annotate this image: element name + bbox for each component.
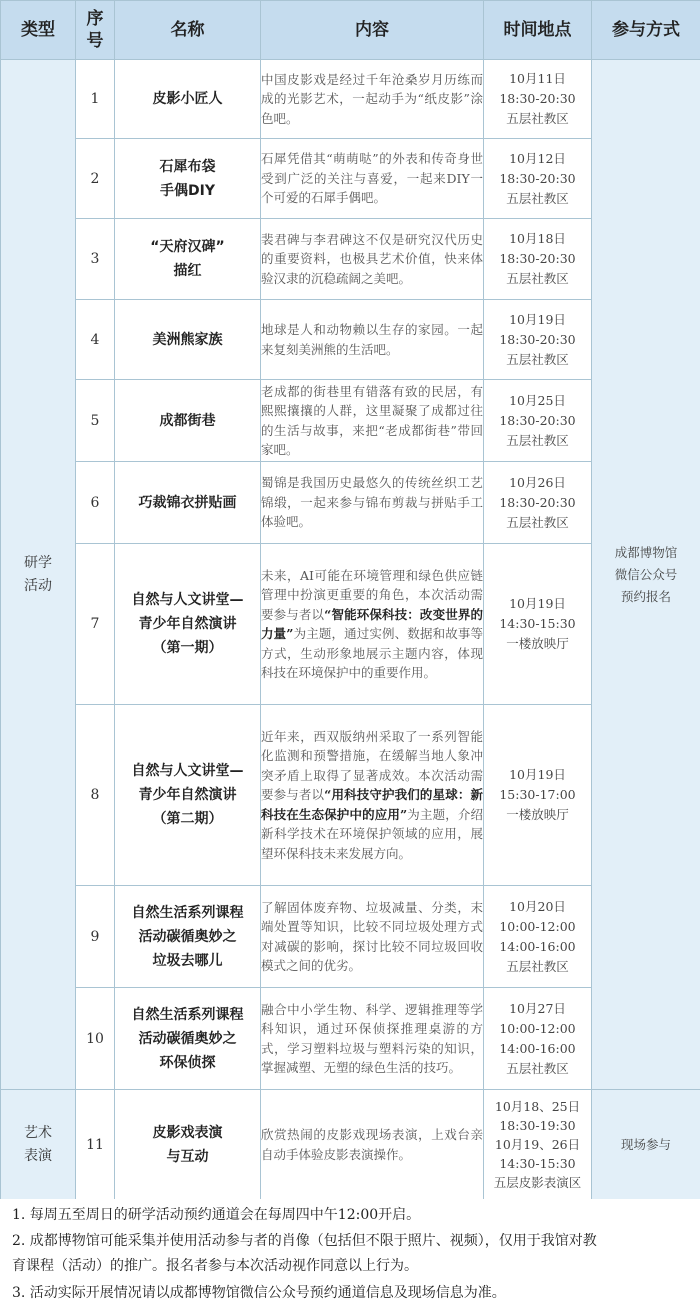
- footnote-1: 1. 每周五至周日的研学活动预约通道会在每周四中午12:00开启。: [12, 1207, 421, 1223]
- row-number: 11: [76, 1090, 115, 1200]
- header-time-place: 时间地点: [484, 1, 592, 60]
- footnote-2: 2. 成都博物馆可能采集并使用活动参与者的肖像（包括但不限于照片、视频），仅用于我馆对教: [12, 1233, 597, 1249]
- activity-content: 了解固体废弃物、垃圾减量、分类，末端处置等知识，比较不同垃圾处理方式对减碳的影响，探讨比较不同垃圾回收模式之间的优劣。: [261, 886, 484, 988]
- activity-content: 石犀凭借其“萌萌哒”的外表和传奇身世受到广泛的关注与喜爱，一起来DIY一个可爱的石犀手偶吧。: [261, 139, 484, 219]
- activity-time-place: 10月19日 18:30-20:30 五层社教区: [484, 300, 592, 380]
- activity-time-place: 10月11日 18:30-20:30 五层社教区: [484, 60, 592, 139]
- method-wechat-reservation: 成都博物馆 微信公众号 预约报名: [592, 60, 700, 1090]
- activity-time-place: 10月12日 18:30-20:30 五层社教区: [484, 139, 592, 219]
- activity-time-place: 10月18、25日 18:30-19:30 10月19、26日 14:30-15:30 五层皮影表演区: [484, 1090, 592, 1200]
- activity-time-place: 10月27日 10:00-12:00 14:00-16:00 五层社教区: [484, 988, 592, 1090]
- activity-name: 美洲熊家族: [115, 300, 261, 380]
- activity-content: 中国皮影戏是经过千年沧桑岁月历练而成的光影艺术，一起动手为“纸皮影”涂色吧。: [261, 60, 484, 139]
- header-type: 类型: [1, 1, 76, 60]
- row-number: 4: [76, 300, 115, 380]
- activity-time-place: 10月25日 18:30-20:30 五层社教区: [484, 380, 592, 462]
- row-number: 2: [76, 139, 115, 219]
- activity-name: 皮影小匠人: [115, 60, 261, 139]
- header-content: 内容: [261, 1, 484, 60]
- activity-name: 自然生活系列课程 活动碳循奥妙之 环保侦探: [115, 988, 261, 1090]
- theme-highlight: “智能环保科技：改变世界的力量”: [261, 606, 483, 641]
- activity-time-place: 10月19日 14:30-15:30 一楼放映厅: [484, 544, 592, 705]
- header-method: 参与方式: [592, 1, 700, 60]
- activity-content: 融合中小学生物、科学、逻辑推理等学科知识，通过环保侦探推理桌游的方式，学习塑料垃圾与塑料污染的知识，掌握减塑、无塑的绿色生活的技巧。: [261, 988, 484, 1090]
- activity-name: “天府汉碑” 描红: [115, 219, 261, 300]
- row-number: 5: [76, 380, 115, 462]
- activity-content: 欣赏热闹的皮影戏现场表演，上戏台亲自动手体验皮影表演操作。: [261, 1090, 484, 1200]
- header-seq: 序 号: [76, 1, 115, 60]
- activity-name: 自然与人文讲堂— 青少年自然演讲 （第一期）: [115, 544, 261, 705]
- row-number: 10: [76, 988, 115, 1090]
- activity-content: 裴君碑与李君碑这不仅是研究汉代历史的重要资料，也极具艺术价值，快来体验汉隶的沉稳疏阔之美吧。: [261, 219, 484, 300]
- activity-name: 成都街巷: [115, 380, 261, 462]
- type-research-activity: 研学 活动: [1, 60, 76, 1090]
- activity-content: 老成都的街巷里有错落有致的民居，有熙熙攘攘的人群，这里凝聚了成都过往的生活与故事，来把“老成都街巷”带回家吧。: [261, 380, 484, 462]
- footnotes: [0, 1199, 700, 1311]
- activity-name: 自然生活系列课程 活动碳循奥妙之 垃圾去哪儿: [115, 886, 261, 988]
- table-header-row: [1, 1, 700, 60]
- activity-content: 蜀锦是我国历史最悠久的传统丝织工艺锦缎，一起来参与锦布剪裁与拼贴手工体验吧。: [261, 462, 484, 544]
- row-number: 6: [76, 462, 115, 544]
- activity-time-place: 10月19日 15:30-17:00 一楼放映厅: [484, 705, 592, 886]
- activity-content: 近年来，西双版纳州采取了一系列智能化监测和预警措施，在缓解当地人象冲突矛盾上取得了显著成效。本次活动需要参与者以“用科技守护我们的星球：新科技在生态保护中的应用”为主题，介绍新科学技术在环境保护领域的应用，展望环保科技未来发展方向。: [261, 705, 484, 886]
- table-row: [1, 60, 700, 139]
- method-on-site: 现场参与: [592, 1090, 700, 1200]
- activity-name: 自然与人文讲堂— 青少年自然演讲 （第二期）: [115, 705, 261, 886]
- footnote-3: 3. 活动实际开展情况请以成都博物馆微信公众号预约通道信息及现场信息为准。: [12, 1285, 506, 1301]
- row-number: 9: [76, 886, 115, 988]
- row-number: 1: [76, 60, 115, 139]
- activity-name: 巧裁锦衣拼贴画: [115, 462, 261, 544]
- row-number: 7: [76, 544, 115, 705]
- table-row: [1, 1090, 700, 1200]
- activity-name: 皮影戏表演 与互动: [115, 1090, 261, 1200]
- activity-time-place: 10月20日 10:00-12:00 14:00-16:00 五层社教区: [484, 886, 592, 988]
- type-art-performance: 艺术 表演: [1, 1090, 76, 1200]
- theme-highlight: “用科技守护我们的星球：新科技在生态保护中的应用”: [261, 787, 483, 822]
- activity-content: 未来，AI可能在环境管理和绿色供应链管理中扮演更重要的角色，本次活动需要参与者以“智能环保科技：改变世界的力量”为主题，通过实例、数据和故事等方式，生动形象地展示主题内容，体现科技在环境保护中的重要作用。: [261, 544, 484, 705]
- footnote-2-continued: 育课程（活动）的推广。报名者参与本次活动视作同意以上行为。: [12, 1258, 418, 1274]
- header-name: 名称: [115, 1, 261, 60]
- activity-content: 地球是人和动物赖以生存的家园。一起来复刻美洲熊的生活吧。: [261, 300, 484, 380]
- row-number: 3: [76, 219, 115, 300]
- row-number: 8: [76, 705, 115, 886]
- activity-time-place: 10月18日 18:30-20:30 五层社教区: [484, 219, 592, 300]
- activity-time-place: 10月26日 18:30-20:30 五层社教区: [484, 462, 592, 544]
- activity-name: 石犀布袋 手偶DIY: [115, 139, 261, 219]
